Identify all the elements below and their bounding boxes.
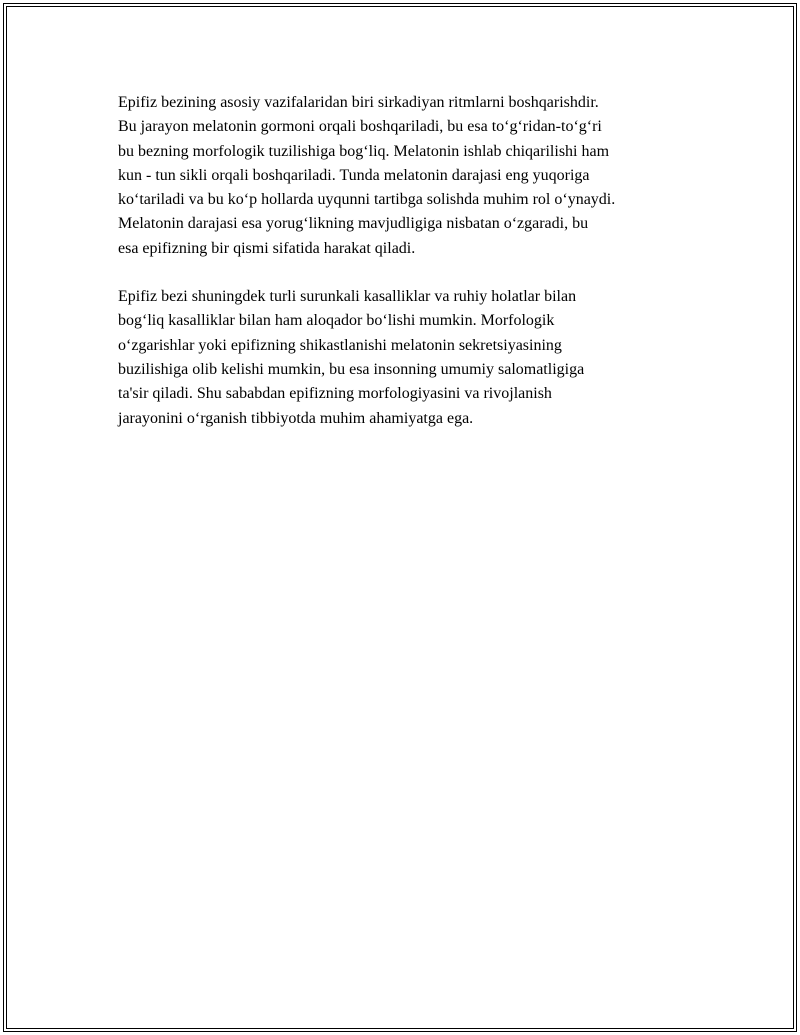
paragraph-2: Epifiz bezi shuningdek turli surunkali kasalliklar va ruhiy holatlar bilan bog‘liq kasalliklar bilan ham aloqador bo‘lishi mumkin. Morfologik o‘zgarishlar yoki epifizning shikastlanishi melatonin sekretsiyasining buzilishiga olib kelishi mumkin, bu esa insonning umumiy salomatligiga ta'sir qiladi. Shu sababdan epifizning morfologiyasini va rivojlanish jarayonini o‘rganish tibbiyotda muhim ahamiyatga ega. — [118, 288, 585, 427]
document-body — [118, 91, 688, 431]
paragraph-1: Epifiz bezining asosiy vazifalaridan biri sirkadiyan ritmlarni boshqarishdir. Bu jarayon melatonin gormoni orqali boshqariladi, bu esa to‘g‘ridan-to‘g‘ri bu bezning morfologik tuzilishiga bog‘liq. Melatonin ishlab chiqarilishi ham kun - tun sikli orqali boshqariladi. Tunda melatonin darajasi eng yuqoriga ko‘tariladi va bu ko‘p hollarda uyqunni tartibga solishda muhim rol o‘ynaydi. Melatonin darajasi esa yorug‘likning mavjudligiga nisbatan o‘zgaradi, bu esa epifizning bir qismi sifatida harakat qiladi. — [118, 94, 616, 257]
